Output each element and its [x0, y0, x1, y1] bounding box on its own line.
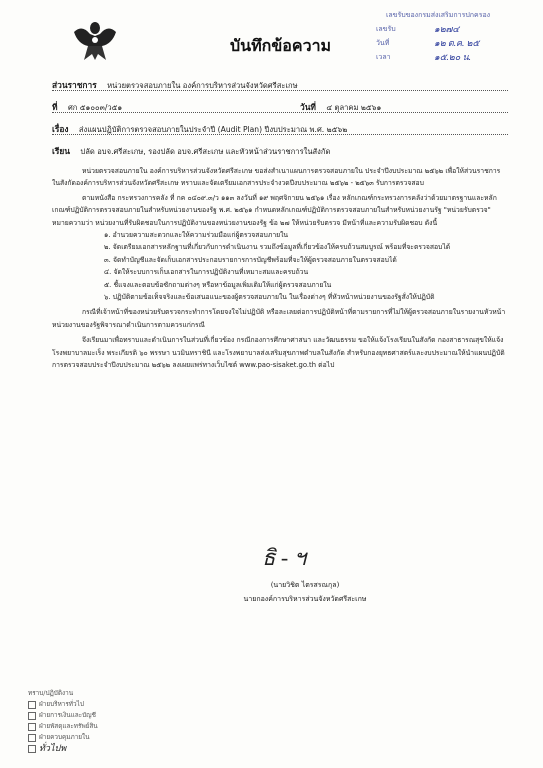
list-item: ๕. ชี้แจงและตอบข้อซักถามต่างๆ หรือหาข้อมูลเพิ่มเติมให้แก่ผู้ตรวจสอบภายใน: [104, 280, 332, 289]
routing-item: ฝ่ายการเงินและบัญชี: [28, 710, 98, 721]
agency-line: ส่วนราชการ หน่วยตรวจสอบภายใน องค์การบริหารส่วนจังหวัดศรีสะเกษ: [52, 80, 298, 90]
recipient-line: เรียน ปลัด อบจ.ศรีสะเกษ, รองปลัด อบจ.ศรีสะเกษ และหัวหน้าส่วนราชการในสังกัด: [52, 146, 331, 156]
memo-body: [52, 165, 508, 372]
routing-heading: ทราบ/ปฏิบัติงาน: [28, 689, 74, 697]
garuda-emblem-icon: [72, 18, 118, 62]
checkbox-checked-icon: [28, 745, 36, 753]
subject-rule: [52, 134, 508, 135]
checkbox-icon: [28, 701, 36, 709]
agency-rule: [52, 90, 508, 91]
list-item: ๒. จัดเตรียมเอกสารหลักฐานที่เกี่ยวกับการดำเนินงาน รวมถึงข้อมูลที่เกี่ยวข้องให้ครบถ้วนสมบูรณ์ พร้อมที่จะตรวจสอบได้: [104, 243, 451, 252]
checkbox-icon: [28, 712, 36, 720]
reference-rule: [52, 112, 508, 113]
paragraph-regulation: ตามหนังสือ กระทรวงการคลัง ที่ กค ๐๔๐๙.๓/ว ๑๑๓ ลงวันที่ ๑๙ พฤศจิกายน ๒๕๖๑ เรื่อง หลักเกณฑ์กระทรวงการคลังว่าด้วยมาตรฐานและหลักเกณฑ์ปฏิบัติการตรวจสอบภายในสำหรับหน่วยงานของรัฐ พ.ศ. ๒๕๖๑ กำหนดหลักเกณฑ์ปฏิบัติการตรวจสอบภายในสำหรับหน่วยงานรัฐ "หน่วยรับตรวจ" หมายความว่า หน่วยงานที่รับผิดชอบในการปฏิบัติงานของหน่วยงานของรัฐ ข้อ ๒๗ ให้หน่วยรับตรวจ มีหน้าที่และความรับผิดชอบ ดังนี้: [52, 193, 497, 227]
reference-line: ที่ ศก ๕๑๐๐๓/ว๕๑: [52, 102, 123, 112]
signer-position: นายกองค์การบริหารส่วนจังหวัดศรีสะเกษ: [243, 595, 367, 603]
paragraph-closing: จึงเรียนมาเพื่อทราบและดำเนินการในส่วนที่เกี่ยวข้อง กรณีกองการศึกษาศาสนา และวัฒนธรรม ขอให้แจ้งโรงเรียนในสังกัด กองสาธารณสุขให้แจ้งโรงพยาบาลมะเร็ง พระเกียรติ ๖๐ พรรษา นวมินทราชินี และโรงพยาบาลส่งเสริมสุขภาพตำบลในสังกัด สำหรับกองยุทธศาสตร์และงบประมาณให้นำแผนปฏิบัติการตรวจสอบประจำปีงบประมาณ ๒๕๖๒ ลงเผยแพร่ทางเว็บไซต์ www.pao-sisaket.go.th ต่อไป: [52, 336, 505, 370]
routing-item: ฝ่ายพัสดุและทรัพย์สิน: [28, 721, 98, 732]
list-item: ๓. จัดทำบัญชีและจัดเก็บเอกสารประกอบรายการการบัญชีพร้อมที่จะให้ผู้ตรวจสอบภายในตรวจสอบได้: [104, 255, 397, 264]
routing-checklist: [28, 688, 98, 754]
list-item: ๔. จัดให้ระบบการเก็บเอกสารในการปฏิบัติงานที่เหมาะสมและครบถ้วน: [104, 268, 309, 277]
checkbox-icon: [28, 734, 36, 742]
receiving-stamp: [376, 8, 536, 78]
routing-item: ฝ่ายควบคุมภายใน: [28, 732, 98, 743]
list-item: ๖. ปฏิบัติตามข้อเท็จจริงและข้อเสนอแนะของผู้ตรวจสอบภายใน ในเรื่องต่างๆ ที่หัวหน้าหน่วยงานของรัฐสั่งให้ปฏิบัติ: [104, 293, 435, 302]
subject-line: เรื่อง ส่งแผนปฏิบัติการตรวจสอบภายในประจำปี (Audit Plan) ปีงบประมาณ พ.ศ. ๒๕๖๒: [52, 124, 348, 134]
memo-title: บันทึกข้อความ: [230, 36, 332, 55]
routing-item: ฝ่ายบริหารทั่วไป: [28, 699, 98, 710]
date-line: วันที่ ๔ ตุลาคม ๒๕๖๑: [300, 102, 382, 112]
routing-handwritten: ทั่วไปพ: [28, 743, 98, 754]
stamp-row-date: วันที่ ๑๒ ต.ค. ๒๕: [376, 38, 480, 48]
stamp-row-time: เวลา ๑๕.๒๐ น.: [376, 52, 471, 62]
list-item: ๑. อำนวยความสะดวกและให้ความร่วมมือแก่ผู้ตรวจสอบภายใน: [104, 231, 289, 240]
signer-name: (นายวิชิต ไตรสรณกุล): [270, 581, 340, 589]
checkbox-icon: [28, 723, 36, 731]
paragraph-intro: หน่วยตรวจสอบภายใน องค์การบริหารส่วนจังหวัดศรีสะเกษ ขอส่งสำเนาแผนการตรวจสอบภายใน ประจำปีงบประมาณ ๒๕๖๒ เพื่อให้ส่วนราชการในสังกัดองค์การบริหารส่วนจังหวัดศรีสะเกษ ทราบและจัดเตรียมเอกสารประจำงวดปีงบประมาณ ๒๕๖๒ - ๒๕๖๓ รับการตรวจสอบ: [52, 167, 501, 188]
stamp-heading: เลขรับของกรมส่งเสริมการปกครอง: [386, 11, 491, 19]
paragraph-penalty: กรณีที่เจ้าหน้าที่ของหน่วยรับตรวจกระทำการโดยจงใจไม่ปฏิบัติ หรือละเลยต่อการปฏิบัติหน้าที่ตามรายการที่ไม่ให้ผู้ตรวจสอบภายในรายงานหัวหน้าหน่วยงานของรัฐพิจารณาดำเนินการตามควรแก่กรณี: [52, 308, 506, 329]
stamp-row-number: เลขรับ ๑๒๗๔: [376, 24, 460, 34]
signature-mark: ธิ - ฯ: [262, 545, 307, 570]
